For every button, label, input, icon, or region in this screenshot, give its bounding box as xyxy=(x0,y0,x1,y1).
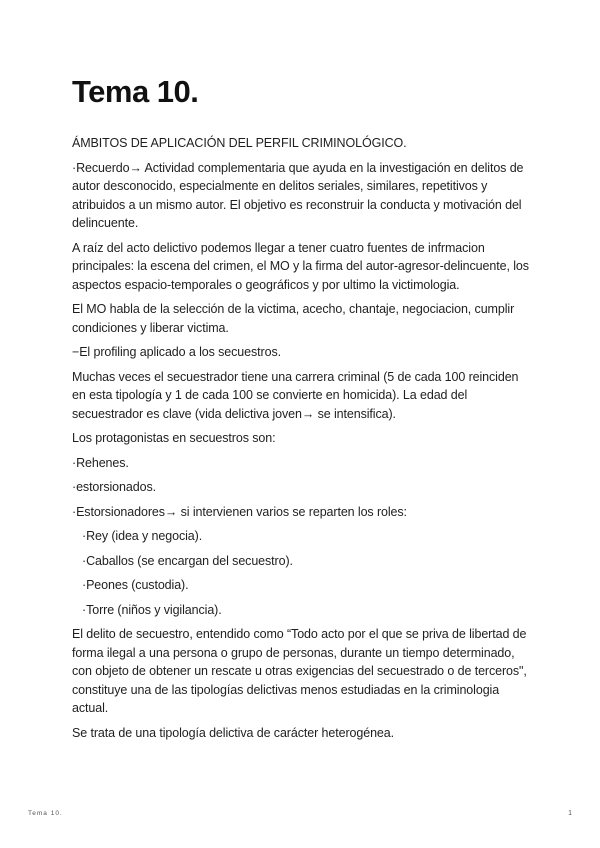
document-page xyxy=(72,74,532,748)
list-item-estorsionadores: ·Estorsionadores→ si intervienen varios se reparten los roles: xyxy=(72,504,407,519)
page-title: Tema 10. xyxy=(72,74,199,109)
paragraph-mo: El MO habla de la selección de la victima, acecho, chantaje, negociacion, cumplir condiciones y liberar victima. xyxy=(72,302,515,335)
page-number: 1 xyxy=(568,810,572,817)
section-heading: ÁMBITOS DE APLICACIÓN DEL PERFIL CRIMINOLÓGICO. xyxy=(72,136,407,150)
list-item-estorsionados: ·estorsionados. xyxy=(72,480,156,494)
role-item-caballos: ·Caballos (se encargan del secuestro). xyxy=(82,553,293,568)
role-item-rey: ·Rey (idea y negocia). xyxy=(82,529,203,543)
paragraph-recuerdo: ·Recuerdo→ Actividad complementaria que ayuda en la investigación en delitos de autor desconocido, especialmente en delitos seriales, similares, repetitivos y atribuidos a un mismo autor. El objetivo es reconstruir la conducta y motivación del delincuente. xyxy=(72,160,524,230)
subheading-profiling: −El profiling aplicado a los secuestros. xyxy=(72,345,281,359)
paragraph-secuestrador: Muchas veces el secuestrador tiene una carrera criminal (5 de cada 100 reinciden en esta tipología y 1 de cada 100 se convierte en homicida). La edad del secuestrador es clave (vida delictiva joven→ se intensifica). xyxy=(72,369,519,421)
paragraph-fuentes: A raíz del acto delictivo podemos llegar a tener cuatro fuentes de infrmacion principales: la escena del crimen, el MO y la firma del autor-agresor-delincuente, los aspectos espacio-temporales o geográficos y por ultimo la victimologia. xyxy=(72,240,529,292)
role-item-peones: ·Peones (custodia). xyxy=(82,578,189,592)
paragraph-protagonistas: Los protagonistas en secuestros son: xyxy=(72,431,276,445)
paragraph-definicion: El delito de secuestro, entendido como “Todo acto por el que se priva de libertad de forma ilegal a una persona o grupo de personas, durante un tiempo determinado, con objeto de obtener un rescate u otras exigencias del secuestrado o de terceros", constituye una de las tipologías delictivas menos estudiadas en la criminologia actual. xyxy=(72,627,527,715)
paragraph-tipologia: Se trata de una tipología delictiva de carácter heterogénea. xyxy=(72,725,394,740)
footer-title: Tema 10. xyxy=(28,810,63,817)
role-item-torre: ·Torre (niños y vigilancia). xyxy=(82,602,222,617)
list-item-rehenes: ·Rehenes. xyxy=(72,455,129,470)
